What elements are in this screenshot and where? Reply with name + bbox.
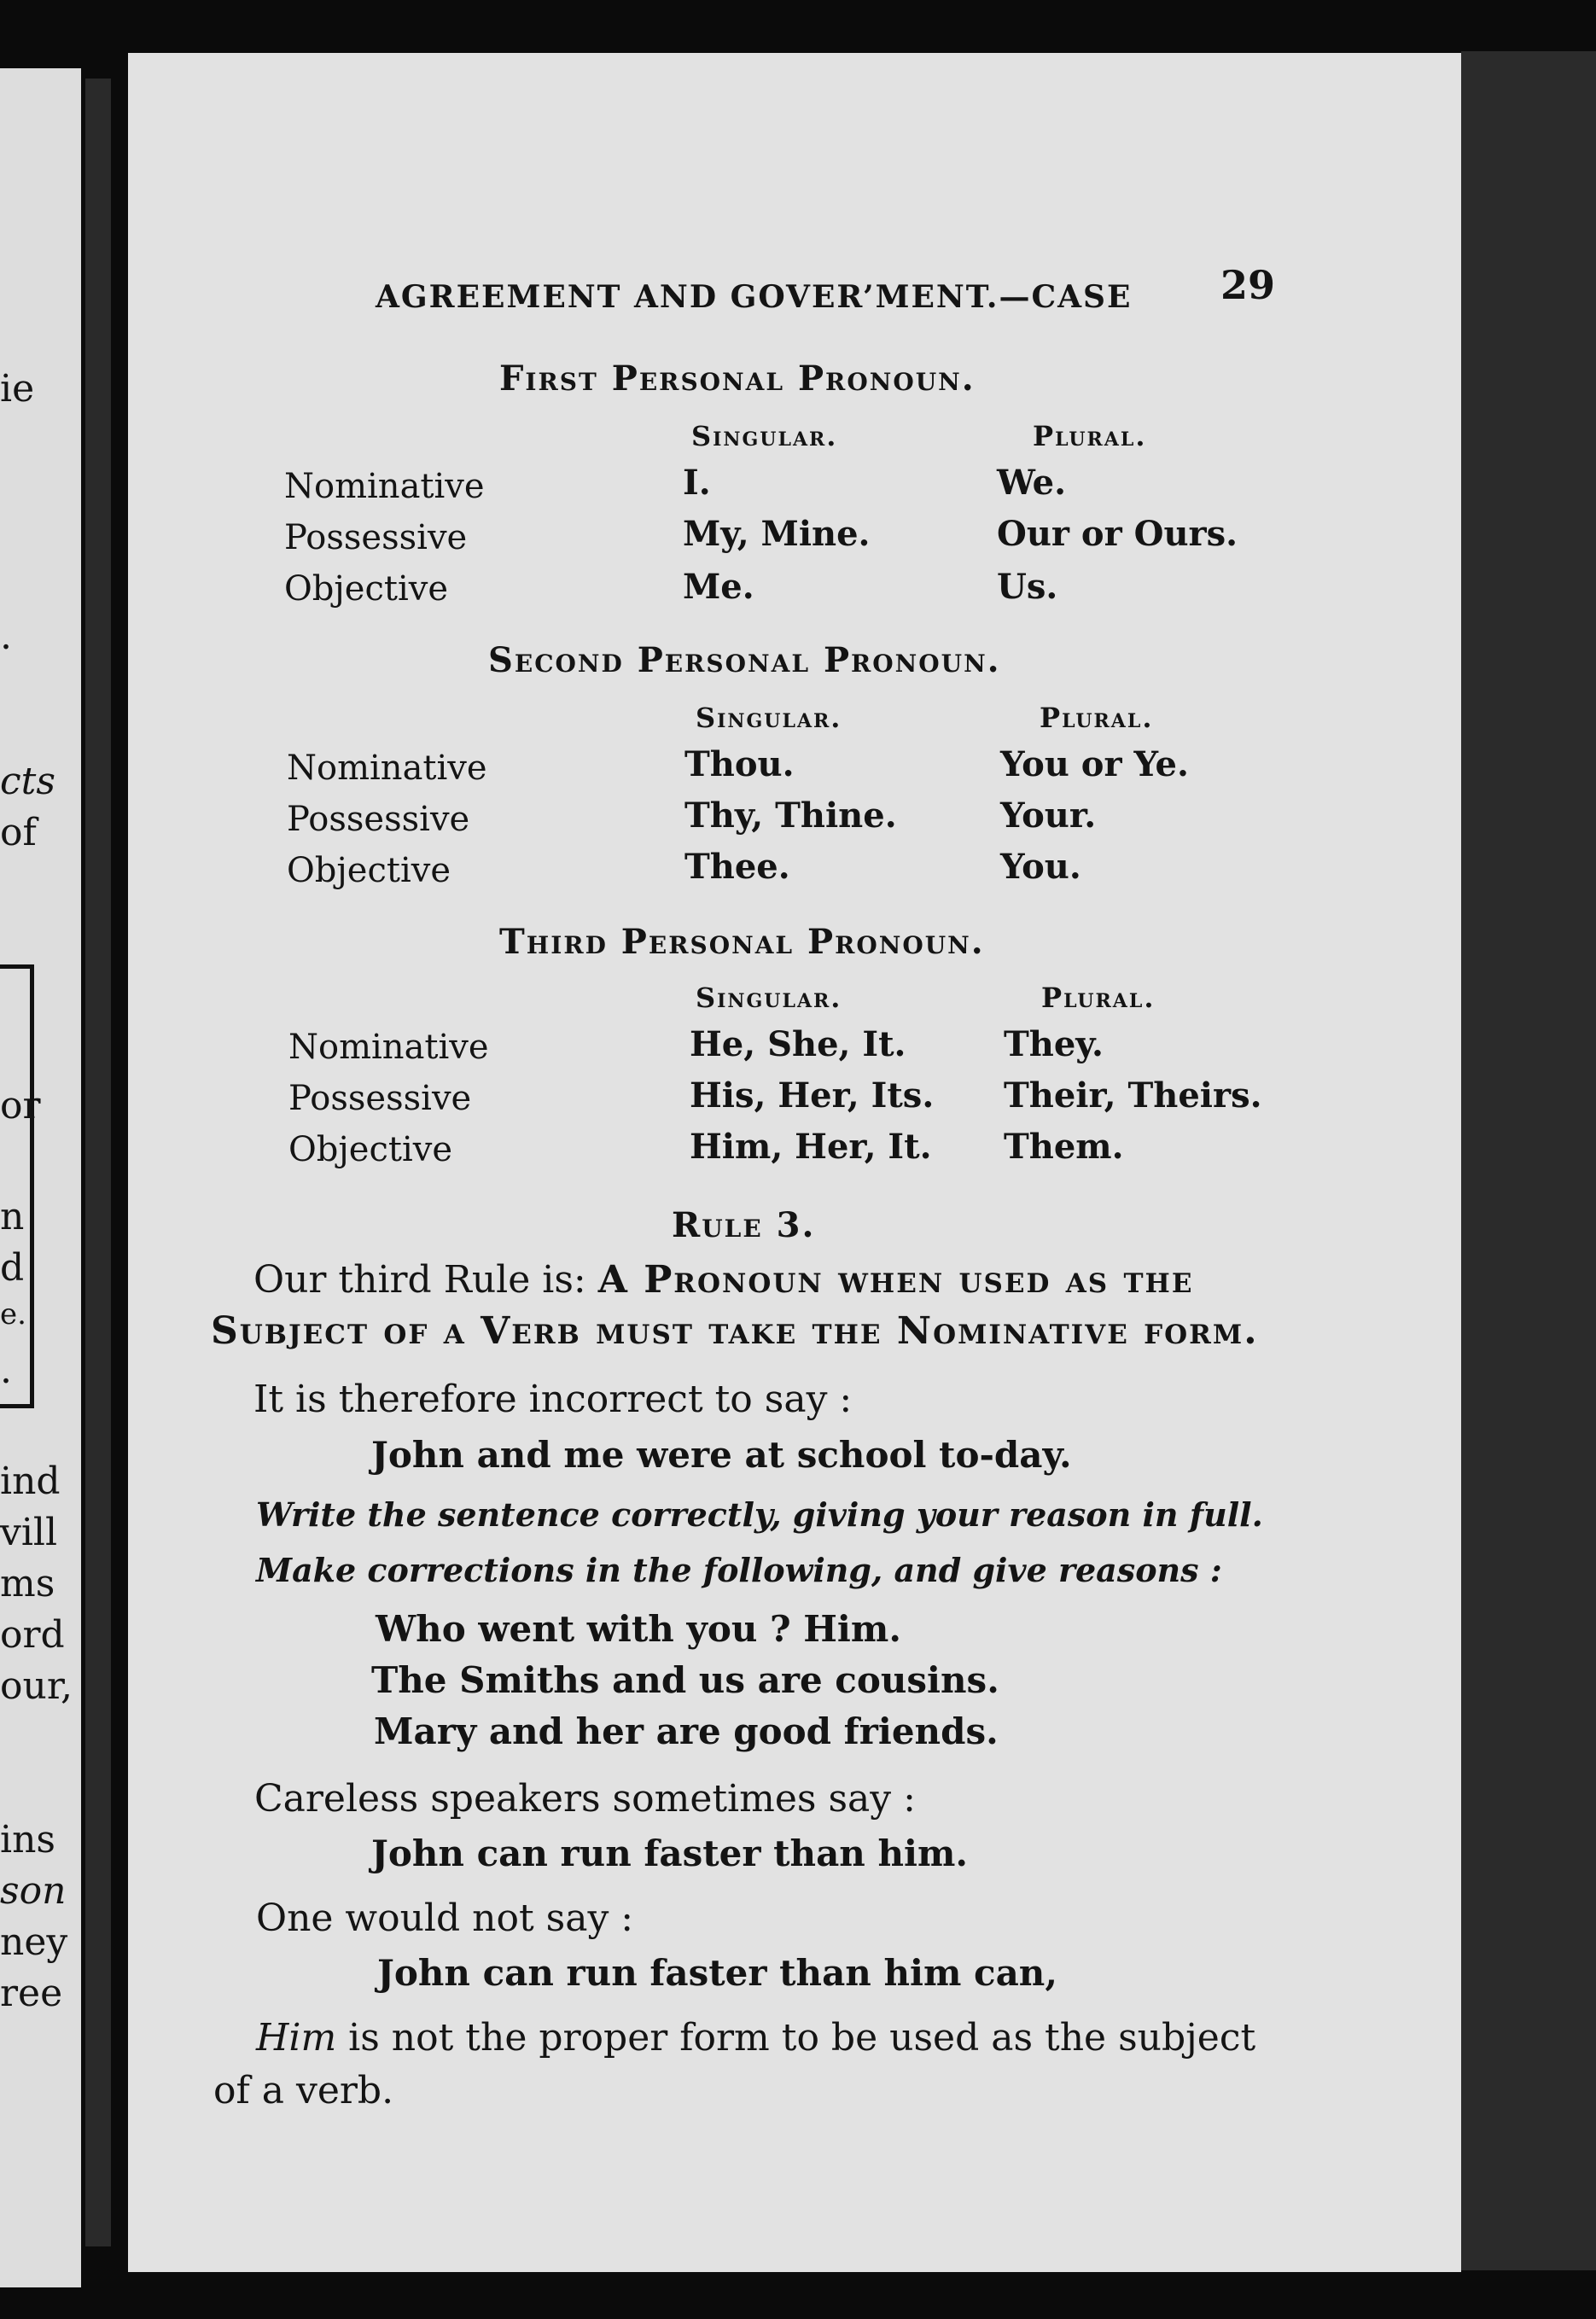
conclusion-word: Him (256, 2016, 337, 2060)
singular-form: I. (683, 463, 711, 503)
column-plural: Plural. (1041, 982, 1156, 1014)
left-page-edge (0, 68, 81, 2287)
column-plural: Plural. (1040, 702, 1154, 734)
plural-form: You. (1000, 847, 1081, 887)
plural-form: You or Ye. (1000, 744, 1189, 784)
running-head: AGREEMENT AND GOVER’MENT.—CASE (376, 279, 1133, 315)
left-fragment: . (0, 1349, 12, 1392)
left-fragment: e. (0, 1297, 26, 1331)
left-fragment: . (0, 615, 12, 658)
left-fragment: ree (0, 1972, 63, 2015)
column-singular: Singular. (696, 702, 842, 734)
rule-statement-2: Subject of a Verb must take the Nominative form. (211, 1309, 1259, 1353)
section-title: Third Personal Pronoun. (499, 922, 985, 962)
page-number: 29 (1220, 262, 1276, 308)
column-singular: Singular. (691, 420, 838, 452)
plural-form: Their, Theirs. (1004, 1075, 1262, 1116)
singular-form: Me. (683, 567, 754, 607)
left-fragment: ms (0, 1562, 55, 1605)
rule-statement-1: A Pronoun when used as the (597, 1258, 1194, 1302)
case-label: Nominative (287, 749, 487, 788)
singular-form: He, She, It. (690, 1024, 906, 1064)
book-spine-shadow (85, 79, 111, 2246)
example-sentence: John can run faster than him can, (377, 1952, 1057, 1994)
case-label: Objective (284, 569, 449, 609)
case-label: Objective (287, 851, 451, 890)
conclusion-line-2: of a verb. (213, 2069, 394, 2112)
careless-intro: Careless speakers sometimes say : (254, 1777, 916, 1821)
example-sentence: John and me were at school to-day. (371, 1434, 1072, 1476)
singular-form: My, Mine. (683, 514, 871, 554)
would-not-intro: One would not say : (256, 1897, 634, 1940)
rule-intro: Our third Rule is: (253, 1258, 586, 1302)
incorrect-intro: It is therefore incorrect to say : (253, 1378, 853, 1421)
left-fragment: ind (0, 1460, 61, 1503)
left-fragment: ins (0, 1818, 55, 1862)
plural-form: They. (1004, 1024, 1104, 1064)
example-sentence: The Smiths and us are cousins. (371, 1659, 999, 1701)
plural-form: We. (997, 463, 1067, 503)
section-title: Second Personal Pronoun. (488, 640, 1001, 680)
book-page (128, 53, 1461, 2272)
left-fragment: of (0, 811, 37, 854)
case-label: Objective (288, 1130, 453, 1169)
case-label: Nominative (284, 467, 485, 506)
left-fragment: ney (0, 1920, 68, 1964)
plural-form: Us. (997, 567, 1058, 607)
left-fragment: ie (0, 367, 35, 411)
column-plural: Plural. (1033, 420, 1147, 452)
singular-form: Thee. (684, 847, 790, 887)
plural-form: Your. (1000, 795, 1097, 836)
left-fragment: our, (0, 1664, 73, 1708)
left-fragment: cts (0, 760, 55, 803)
case-label: Possessive (288, 1079, 472, 1118)
plural-form: Our or Ours. (997, 514, 1238, 554)
instruction: Make corrections in the following, and give reasons : (256, 1551, 1222, 1589)
left-box-border (0, 964, 34, 1408)
rule-line-1 (253, 1258, 1193, 1302)
rule-line-2 (211, 1309, 1259, 1353)
left-fragment: or (0, 1084, 41, 1127)
example-sentence: John can run faster than him. (371, 1832, 969, 1874)
case-label: Possessive (287, 800, 470, 839)
left-fragment: vill (0, 1511, 58, 1554)
singular-form: Thy, Thine. (684, 795, 897, 836)
left-fragment: d (0, 1246, 25, 1290)
singular-form: Him, Her, It. (690, 1127, 932, 1167)
section-title: First Personal Pronoun. (499, 358, 976, 399)
rule-heading: Rule 3. (672, 1205, 816, 1245)
instruction: Write the sentence correctly, giving your reason in full. (256, 1495, 1263, 1534)
page-edge-right (1461, 51, 1596, 2270)
case-label: Nominative (288, 1028, 489, 1067)
example-sentence: Mary and her are good friends. (374, 1710, 999, 1752)
left-fragment: n (0, 1195, 25, 1238)
example-sentence: Who went with you ? Him. (376, 1608, 901, 1650)
case-label: Possessive (284, 518, 468, 557)
column-singular: Singular. (696, 982, 842, 1014)
plural-form: Them. (1004, 1127, 1124, 1167)
conclusion-text: is not the proper form to be used as the subject (336, 2016, 1256, 2060)
singular-form: His, Her, Its. (690, 1075, 935, 1116)
singular-form: Thou. (684, 744, 795, 784)
conclusion-line-1 (256, 2016, 1255, 2060)
left-fragment: son (0, 1869, 67, 1913)
left-fragment: ord (0, 1613, 65, 1657)
